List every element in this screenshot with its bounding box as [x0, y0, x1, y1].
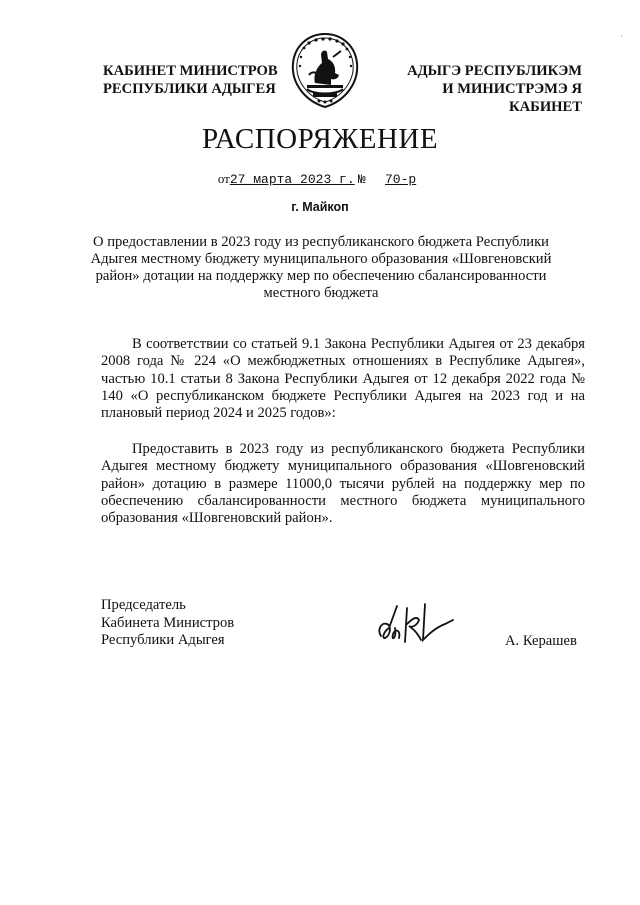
signatory-position — [101, 597, 234, 650]
date-value: 27 марта 2023 г. — [229, 172, 355, 187]
signatory-line-1: Председатель — [101, 597, 186, 613]
header-left-line-1: КАБИНЕТ МИНИСТРОВ — [103, 63, 278, 79]
header-right-line-1: АДЫГЭ РЕСПУБЛИКЭМ — [407, 63, 582, 79]
city: г. Майкоп — [291, 200, 349, 214]
document-number: 70-р — [384, 172, 417, 187]
signatory-line-2: Кабинета Министров — [101, 614, 235, 631]
subject: О предоставлении в 2023 году из республиканского бюджета Республики Адыгея местному бюджету муниципального образования «Шовгеновский район» дотации на поддержку мер по обеспечению сбалансированности местного бюджета — [90, 234, 552, 301]
margin-mark: ' — [621, 34, 623, 43]
signatory-name: А. Керашев — [505, 633, 577, 649]
coat-of-arms-icon — [289, 31, 361, 109]
paragraph-decision: Предоставить в 2023 году из республиканского бюджета Республики Адыгея местному бюджету муниципального образования «Шовгеновский район» дотацию в размере 11000,0 тысячи рублей на поддержку мер по обеспечению сбалансированности местного бюджета муниципального образования «Шовгеновский район». — [101, 441, 585, 527]
signatory-line-3: Республики Адыгея — [101, 632, 225, 648]
header-left — [103, 62, 278, 98]
header-right — [374, 62, 582, 116]
header-left-line-2: РЕСПУБЛИКИ АДЫГЕЯ — [103, 81, 276, 97]
date-prefix: от — [217, 171, 230, 186]
handwritten-signature-icon — [373, 598, 455, 650]
header-right-line-2: И МИНИСТРЭМЭ Я КАБИНЕТ — [442, 81, 582, 115]
paragraph-basis: В соответствии со статьей 9.1 Закона Республики Адыгея от 23 декабря 2008 года № 224 «О межбюджетных отношениях в Республике Адыгея», частью 10.1 статьи 8 Закона Республики Адыгея от 12 декабря 2022 года № 140 «О республиканском бюджете Республики Адыгея на 2023 год и на плановый период 2024 и 2025 годов»: — [101, 336, 585, 422]
number-label: № — [357, 172, 366, 187]
date-line — [0, 171, 640, 187]
document-title: РАСПОРЯЖЕНИЕ — [201, 123, 439, 155]
